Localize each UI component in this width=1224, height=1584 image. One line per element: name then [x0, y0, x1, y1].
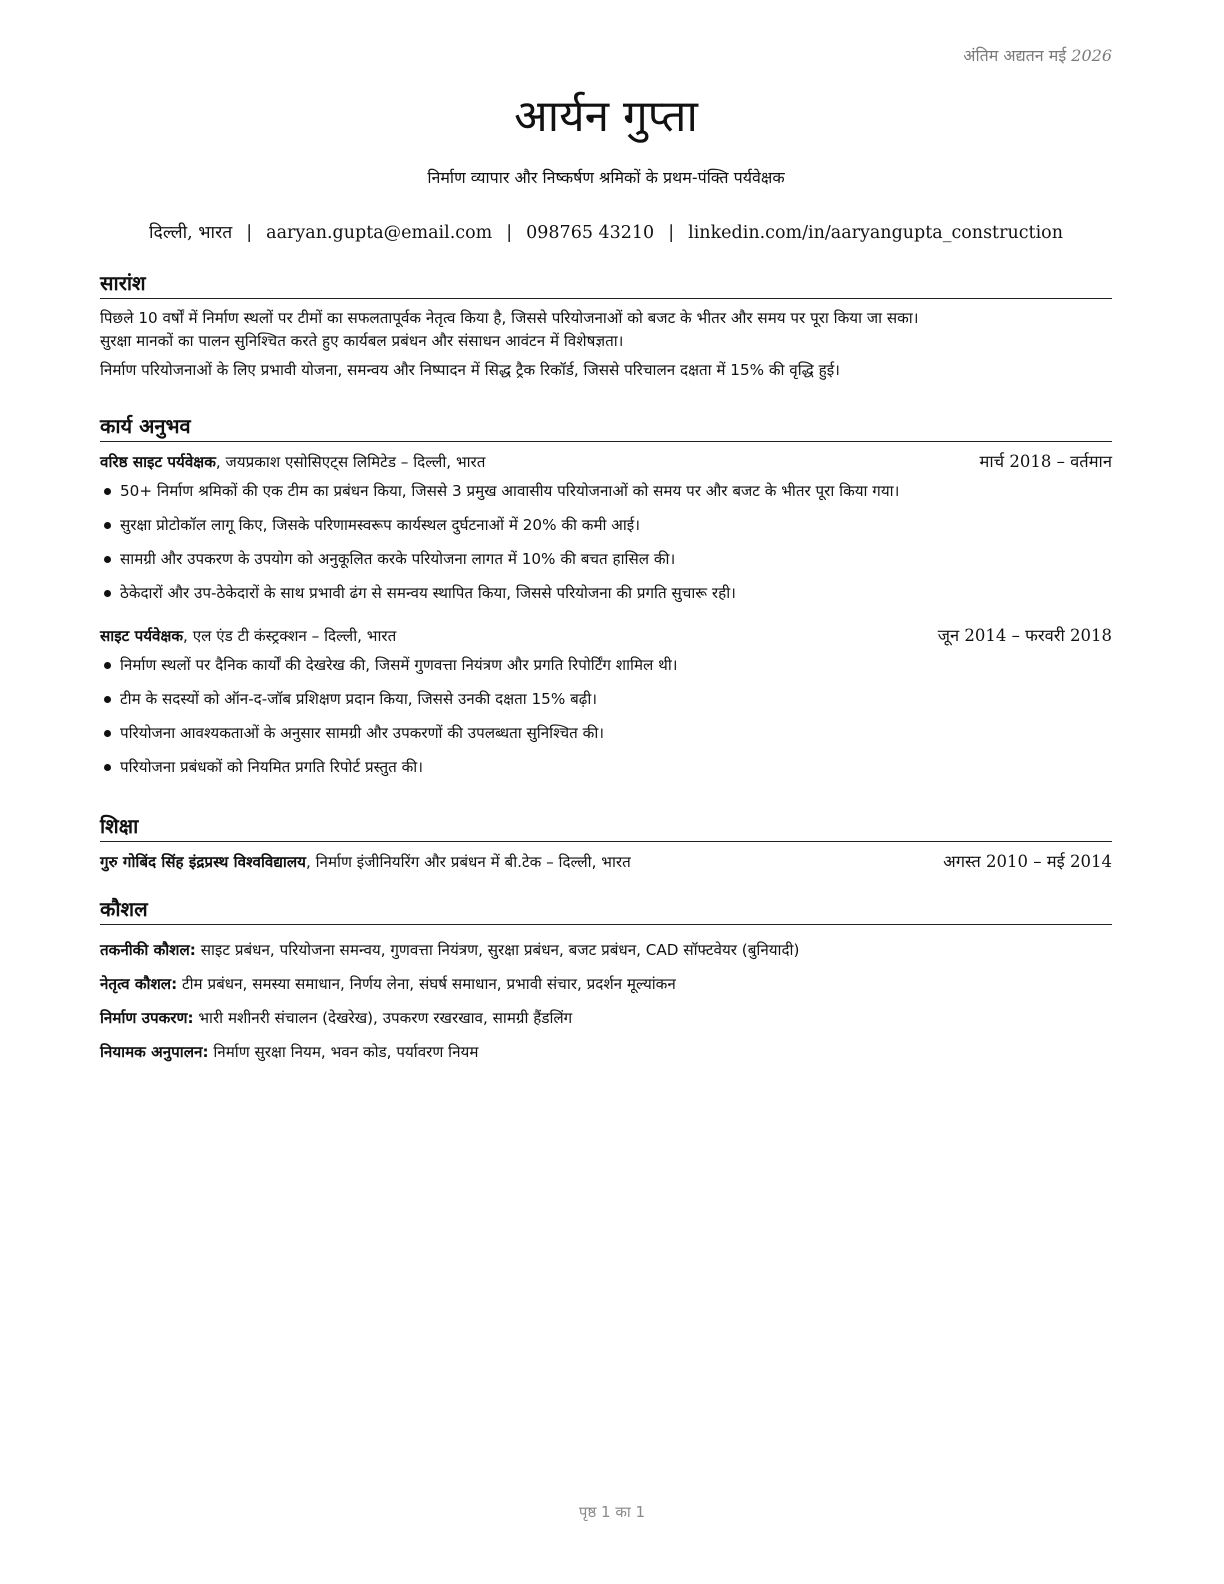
bullet-text: 50+ निर्माण श्रमिकों की एक टीम का प्रबंधन किया, जिससे 3 प्रमुख आवासीय परियोजनाओं को समय पर और बजट के भीतर पूरा किया गया। [120, 482, 900, 500]
experience-heading: कार्य अनुभव [100, 413, 1112, 442]
bullet-item [100, 576, 1112, 610]
experience-section [100, 413, 1112, 784]
education-section [100, 813, 1112, 874]
bullet-text: सुरक्षा प्रोटोकॉल लागू किए, जिसके परिणामस्वरूप कार्यस्थल दुर्घटनाओं में 20% की कमी आई। [120, 516, 641, 534]
job-bullets [100, 474, 1112, 610]
skill-label: नियामक अनुपालन: [100, 1043, 209, 1061]
job-org: , एल एंड टी कंस्ट्रक्शन – दिल्ली, भारत [183, 627, 397, 645]
last-updated-year: 2026 [1071, 46, 1112, 65]
job-header [100, 624, 1112, 648]
bullet-dot-icon [104, 488, 111, 495]
bullet-text: परियोजना आवश्यकताओं के अनुसार सामग्री और उपकरणों की उपलब्धता सुनिश्चित की। [120, 724, 605, 742]
contact-separator: | [668, 223, 675, 243]
summary-paragraph: सुरक्षा मानकों का पालन सुनिश्चित करते हुए कार्यबल प्रबंधन और संसाधन आवंटन में विशेषज्ञता। [100, 332, 624, 350]
bullet-text: निर्माण स्थलों पर दैनिक कार्यों की देखरेख की, जिसमें गुणवत्ता नियंत्रण और प्रगति रिपोर्टिंग शामिल थी। [120, 656, 678, 674]
bullet-item [100, 682, 1112, 716]
skill-value: साइट प्रबंधन, परियोजना समन्वय, गुणवत्ता नियंत्रण, सुरक्षा प्रबंधन, बजट प्रबंधन, CAD सॉफ्टवेयर (बुनियादी) [195, 941, 800, 959]
job-dates: मार्च 2018 – वर्तमान [979, 452, 1112, 471]
skill-label: तकनीकी कौशल: [100, 941, 196, 959]
job-title: निर्माण व्यापार और निष्कर्षण श्रमिकों के प्रथम-पंक्ति पर्यवेक्षक [427, 168, 785, 187]
skill-row [100, 1035, 1112, 1069]
contact-linkedin-link[interactable]: linkedin.com/in/aaryangupta_construction [688, 223, 1063, 243]
bullet-item [100, 474, 1112, 508]
skills-section [100, 896, 1112, 1069]
job-org: , जयप्रकाश एसोसिएट्स लिमिटेड – दिल्ली, भारत [215, 453, 486, 471]
job-role: वरिष्ठ साइट पर्यवेक्षक [100, 453, 216, 471]
bullet-text: परियोजना प्रबंधकों को नियमित प्रगति रिपोर्ट प्रस्तुत की। [120, 758, 423, 776]
bullet-dot-icon [104, 662, 111, 669]
skill-value: भारी मशीनरी संचालन (देखरेख), उपकरण रखरखाव, सामग्री हैंडलिंग [193, 1009, 573, 1027]
bullet-dot-icon [104, 590, 111, 597]
bullet-dot-icon [104, 522, 111, 529]
last-updated [963, 44, 1112, 66]
bullet-item [100, 716, 1112, 750]
skill-value: टीम प्रबंधन, समस्या समाधान, निर्णय लेना, संघर्ष समाधान, प्रभावी संचार, प्रदर्शन मूल्यांकन [177, 975, 676, 993]
summary-paragraph: पिछले 10 वर्षों में निर्माण स्थलों पर टीमों का सफलतापूर्वक नेतृत्व किया है, जिससे परियोजनाओं को बजट के भीतर और समय पर पूरा किया जा सका। [100, 309, 919, 327]
bullet-item [100, 542, 1112, 576]
education-dates: अगस्त 2010 – मई 2014 [943, 852, 1112, 871]
bullet-item [100, 508, 1112, 542]
last-updated-label: अंतिम अद्यतन मई [963, 46, 1067, 65]
summary-section [100, 270, 1112, 388]
education-detail: , निर्माण इंजीनियरिंग और प्रबंधन में बी.टेक – दिल्ली, भारत [305, 853, 631, 871]
education-heading: शिक्षा [100, 813, 1112, 842]
summary-heading: सारांश [100, 270, 1112, 299]
bullet-item [100, 648, 1112, 682]
contact-location: दिल्ली, भारत [149, 223, 233, 243]
bullet-dot-icon [104, 730, 111, 737]
education-institution: गुरु गोबिंद सिंह इंद्रप्रस्थ विश्वविद्यालय [100, 853, 306, 871]
contact-phone: 098765 43210 [526, 223, 655, 243]
skill-label: निर्माण उपकरण: [100, 1009, 194, 1027]
contact-separator: | [246, 223, 253, 243]
bullet-text: सामग्री और उपकरण के उपयोग को अनुकूलित करके परियोजना लागत में 10% की बचत हासिल की। [120, 550, 676, 568]
summary-paragraph: निर्माण परियोजनाओं के लिए प्रभावी योजना, समन्वय और निष्पादन में सिद्ध ट्रैक रिकॉर्ड, जिससे परिचालन दक्षता में 15% की वृद्धि हुई। [100, 361, 840, 379]
candidate-name: आर्यन गुप्ता [514, 91, 698, 142]
skill-row [100, 933, 1112, 967]
job-dates: जून 2014 – फरवरी 2018 [937, 626, 1112, 645]
skill-row [100, 967, 1112, 1001]
bullet-dot-icon [104, 696, 111, 703]
skill-value: निर्माण सुरक्षा नियम, भवन कोड, पर्यावरण नियम [208, 1043, 479, 1061]
page-number: पृष्ठ 1 का 1 [578, 1503, 646, 1521]
contact-email-link[interactable]: aaryan.gupta@email.com [266, 223, 493, 243]
contact-separator: | [506, 223, 513, 243]
skill-row [100, 1001, 1112, 1035]
contact-line [100, 220, 1112, 244]
job-header [100, 450, 1112, 474]
bullet-text: टीम के सदस्यों को ऑन-द-जॉब प्रशिक्षण प्रदान किया, जिससे उनकी दक्षता 15% बढ़ी। [120, 690, 598, 708]
skill-label: नेतृत्व कौशल: [100, 975, 178, 993]
bullet-text: ठेकेदारों और उप-ठेकेदारों के साथ प्रभावी ढंग से समन्वय स्थापित किया, जिससे परियोजना की प्रगति सुचारू रही। [120, 584, 736, 602]
job-bullets [100, 648, 1112, 784]
education-entry [100, 850, 1112, 874]
job-role: साइट पर्यवेक्षक [100, 627, 184, 645]
skills-heading: कौशल [100, 896, 1112, 925]
bullet-item [100, 750, 1112, 784]
bullet-dot-icon [104, 764, 111, 771]
bullet-dot-icon [104, 556, 111, 563]
